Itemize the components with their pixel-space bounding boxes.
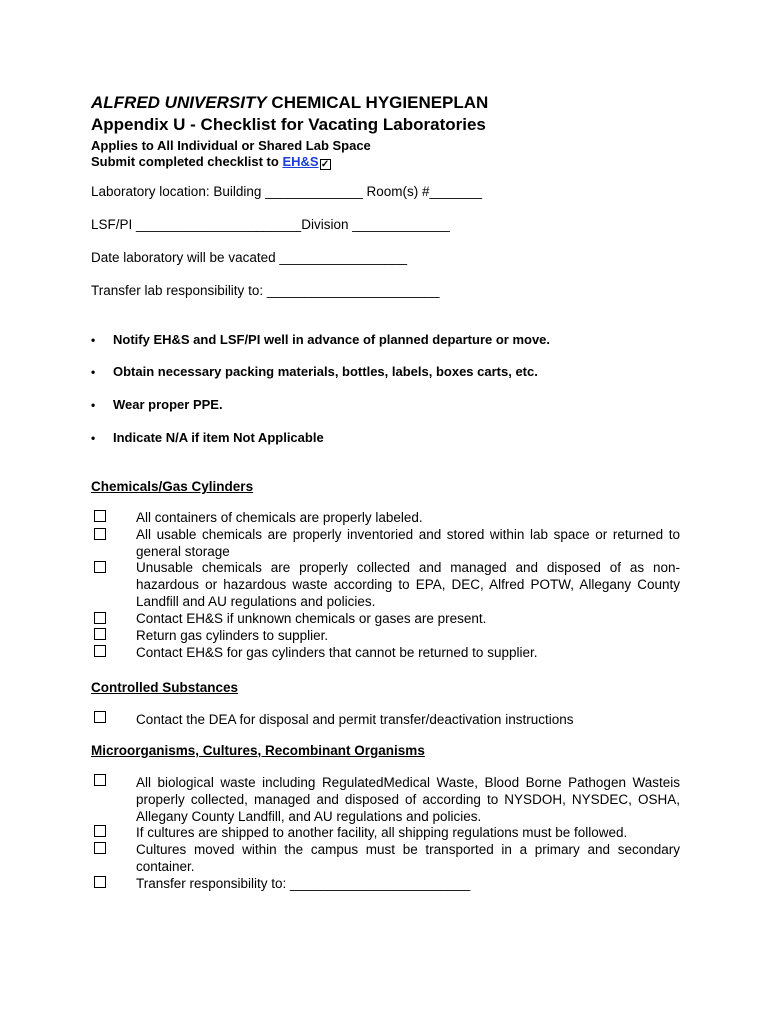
org-name: ALFRED UNIVERSITY bbox=[91, 93, 267, 112]
lsf-pi-field[interactable]: LSF/PI ______________________Division _____________ bbox=[91, 217, 450, 232]
checkbox[interactable] bbox=[94, 510, 106, 522]
vacate-date-field[interactable]: Date laboratory will be vacated _________________ bbox=[91, 250, 407, 265]
section-heading-controlled: Controlled Substances bbox=[91, 680, 239, 695]
checklist-item: Contact EH&S for gas cylinders that cannot be returned to supplier. bbox=[136, 645, 538, 660]
checklist-item: Contact EH&S if unknown chemicals or gases are present. bbox=[136, 611, 487, 626]
bullet-icon: • bbox=[91, 333, 96, 347]
bullet-item: • Notify EH&S and LSF/PI well in advance of planned departure or move. bbox=[91, 332, 551, 347]
checkbox[interactable] bbox=[94, 842, 106, 854]
checkbox[interactable] bbox=[94, 825, 106, 837]
bullet-item: • Obtain necessary packing materials, bottles, labels, boxes carts, etc. bbox=[91, 364, 538, 379]
checklist-item: All biological waste including RegulatedMedical Waste, Blood Borne Pathogen Wasteis properly collected, managed and disposed of according to NYSDOH, NYSDEC, OSHA, Allegany County Landfill, and AU regulations and policies. bbox=[136, 775, 680, 824]
bullet-item: • Wear proper PPE. bbox=[91, 397, 223, 412]
location-field[interactable]: Laboratory location: Building _____________ Room(s) #_______ bbox=[91, 184, 483, 199]
ehs-link[interactable]: EH&S bbox=[282, 154, 319, 169]
checkbox[interactable] bbox=[94, 612, 106, 624]
checkbox[interactable] bbox=[94, 628, 106, 640]
checkbox[interactable] bbox=[94, 876, 106, 888]
bullet-icon: • bbox=[91, 365, 96, 379]
checklist-item: If cultures are shipped to another facility, all shipping regulations must be followed. bbox=[136, 825, 628, 840]
bullet-icon: • bbox=[91, 431, 96, 445]
bullet-icon: • bbox=[91, 398, 96, 412]
applies-note: Applies to All Individual or Shared Lab Space bbox=[91, 138, 371, 153]
checklist-item: All usable chemicals are properly inventoried and stored within lab space or returned to general storage bbox=[136, 527, 680, 559]
transfer-field[interactable]: Transfer lab responsibility to: _______________________ bbox=[91, 283, 440, 298]
checked-box-icon: ✓ bbox=[320, 159, 330, 170]
checkbox[interactable] bbox=[94, 561, 106, 573]
checklist-item: Unusable chemicals are properly collected and managed and disposed of as non-hazardous or hazardous waste according to EPA, DEC, Alfred POTW, Allegany County Landfill and AU regulations and policies. bbox=[136, 560, 680, 609]
section-heading-micro: Microorganisms, Cultures, Recombinant Organisms bbox=[91, 743, 425, 758]
checkbox[interactable] bbox=[94, 528, 106, 540]
checkbox[interactable] bbox=[94, 774, 106, 786]
appendix-title: Appendix U - Checklist for Vacating Laboratories bbox=[91, 115, 486, 134]
bullet-item: • Indicate N/A if item Not Applicable bbox=[91, 430, 324, 445]
checklist-item: Cultures moved within the campus must be transported in a primary and secondary container. bbox=[136, 842, 680, 874]
checklist-item: All containers of chemicals are properly labeled. bbox=[136, 510, 423, 525]
section-heading-chemicals: Chemicals/Gas Cylinders bbox=[91, 479, 254, 494]
submit-prefix: Submit completed checklist to bbox=[91, 154, 283, 169]
checklist-item: Return gas cylinders to supplier. bbox=[136, 628, 329, 643]
submit-note bbox=[91, 154, 691, 170]
checkbox[interactable] bbox=[94, 645, 106, 657]
document-page bbox=[91, 92, 691, 170]
checklist-item: Contact the DEA for disposal and permit transfer/deactivation instructions bbox=[136, 712, 574, 727]
plan-title: CHEMICAL HYGIENEPLAN bbox=[266, 93, 489, 112]
checkbox[interactable] bbox=[94, 711, 106, 723]
checklist-item: Transfer responsibility to: ________________________ bbox=[136, 876, 471, 891]
document-title bbox=[91, 92, 691, 114]
